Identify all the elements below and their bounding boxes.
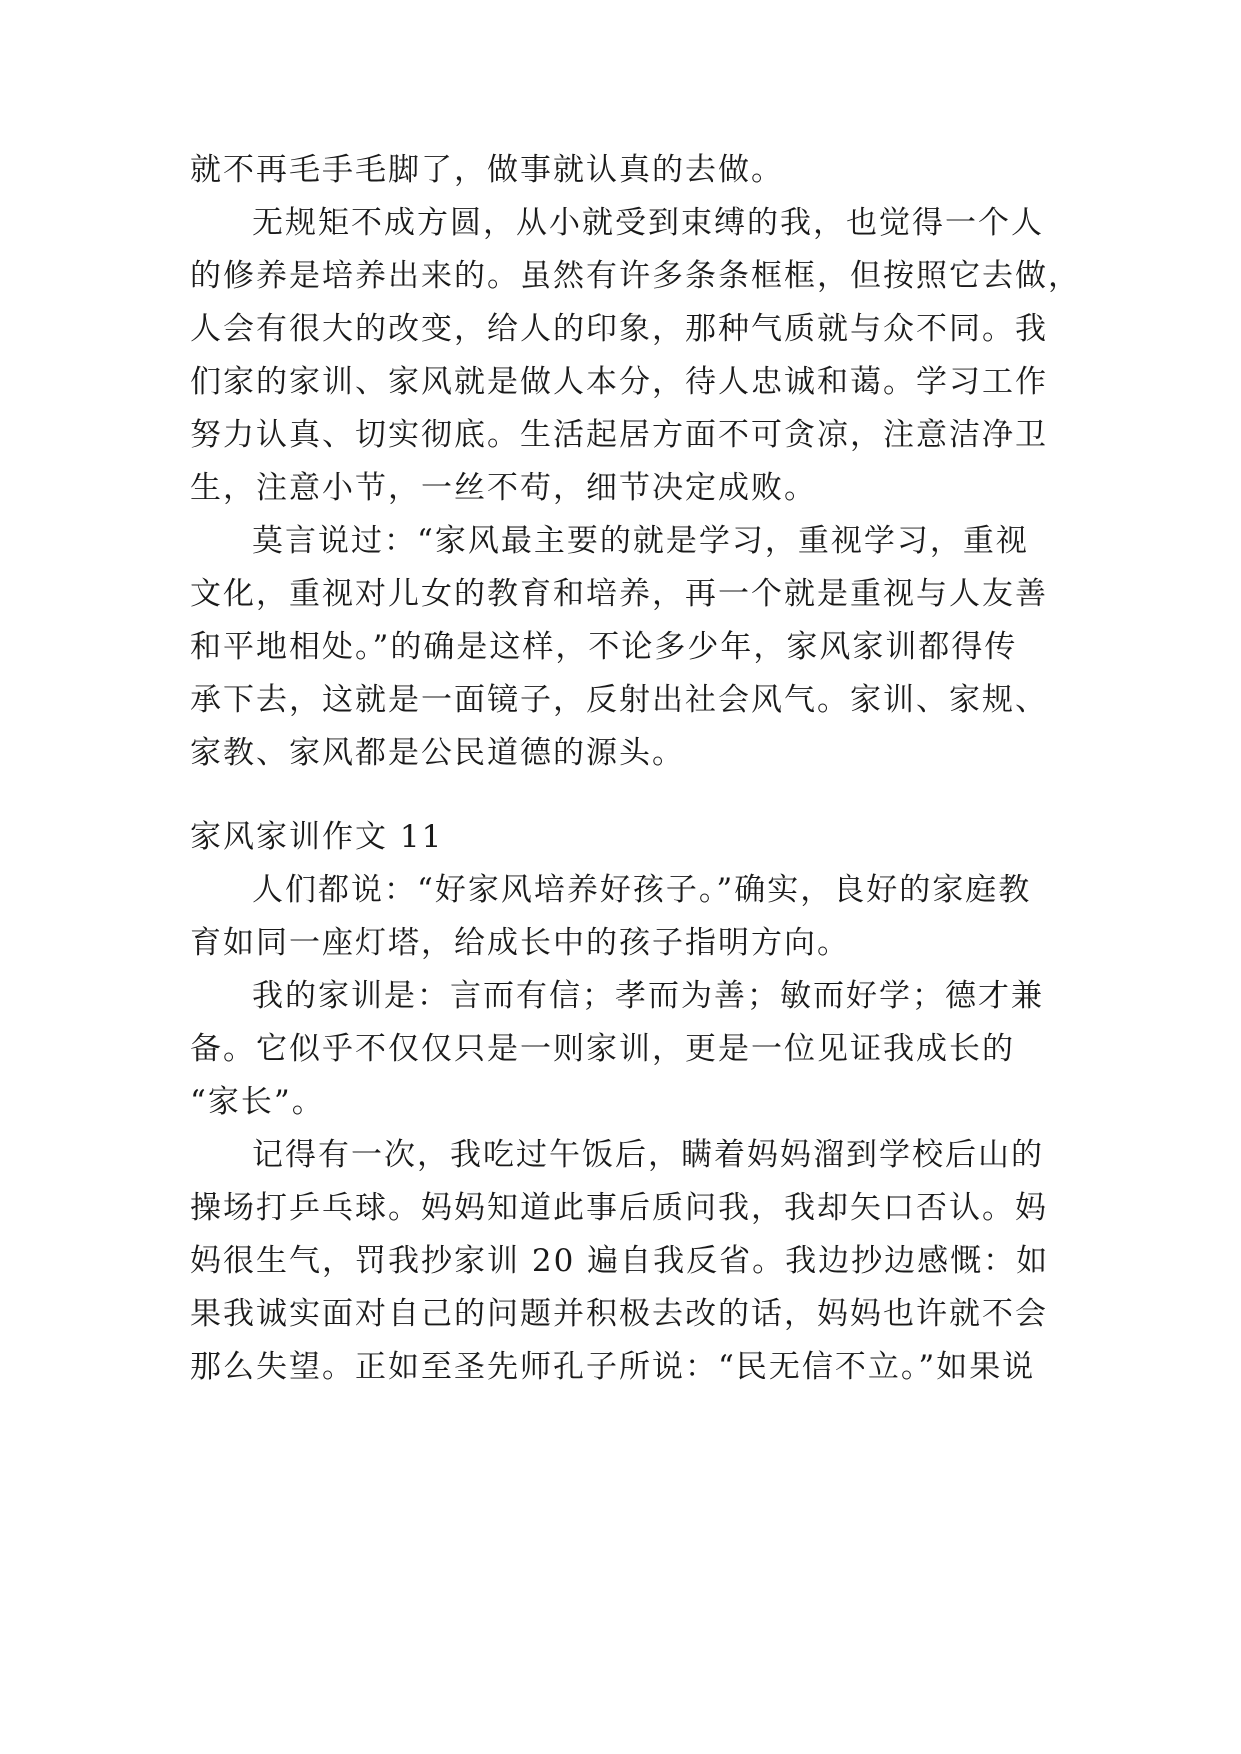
text-line: 果我诚实面对自己的问题并积极去改的话，妈妈也许就不会 bbox=[190, 1296, 1048, 1332]
text-line: 就不再毛手毛脚了，做事就认真的去做。 bbox=[190, 152, 784, 188]
text-line: 妈很生气，罚我抄家训 20 遍自我反省。我边抄边感慨：如 bbox=[190, 1243, 1050, 1279]
text-line: 操场打乒乓球。妈妈知道此事后质问我，我却矢口否认。妈 bbox=[190, 1190, 1048, 1226]
text-line: 的修养是培养出来的。虽然有许多条条框框，但按照它去做， bbox=[190, 258, 1081, 294]
paragraph-first-line: 人们都说：“好家风培养好孩子。”确实，良好的家庭教 bbox=[252, 872, 1032, 908]
text-line: 们家的家训、家风就是做人本分，待人忠诚和蔼。学习工作 bbox=[190, 364, 1048, 400]
text-line: 生，注意小节，一丝不苟，细节决定成败。 bbox=[190, 470, 817, 506]
text-line: “家长”。 bbox=[190, 1084, 325, 1120]
text-line: 和平地相处。”的确是这样，不论多少年，家风家训都得传 bbox=[190, 629, 1018, 665]
text-line: 备。它似乎不仅仅只是一则家训，更是一位见证我成长的 bbox=[190, 1031, 1015, 1067]
text-line: 努力认真、切实彻底。生活起居方面不可贪凉，注意洁净卫 bbox=[190, 417, 1048, 453]
text-line: 那么失望。正如至圣先师孔子所说：“民无信不立。”如果说 bbox=[190, 1349, 1036, 1385]
text-line: 家教、家风都是公民道德的源头。 bbox=[190, 735, 685, 771]
text-line: 人会有很大的改变，给人的印象，那种气质就与众不同。我 bbox=[190, 311, 1048, 347]
paragraph-first-line: 莫言说过：“家风最主要的就是学习，重视学习，重视 bbox=[252, 523, 1029, 559]
paragraph-first-line: 无规矩不成方圆，从小就受到束缚的我，也觉得一个人 bbox=[252, 205, 1044, 241]
text-line: 文化，重视对儿女的教育和培养，再一个就是重视与人友善 bbox=[190, 576, 1048, 612]
section-heading: 家风家训作文 11 bbox=[190, 819, 444, 855]
text-line: 承下去，这就是一面镜子，反射出社会风气。家训、家规、 bbox=[190, 682, 1048, 718]
paragraph-first-line: 记得有一次，我吃过午饭后，瞒着妈妈溜到学校后山的 bbox=[252, 1137, 1044, 1173]
text-line: 育如同一座灯塔，给成长中的孩子指明方向。 bbox=[190, 925, 850, 961]
paragraph-first-line: 我的家训是：言而有信；孝而为善；敏而好学；德才兼 bbox=[252, 978, 1044, 1014]
